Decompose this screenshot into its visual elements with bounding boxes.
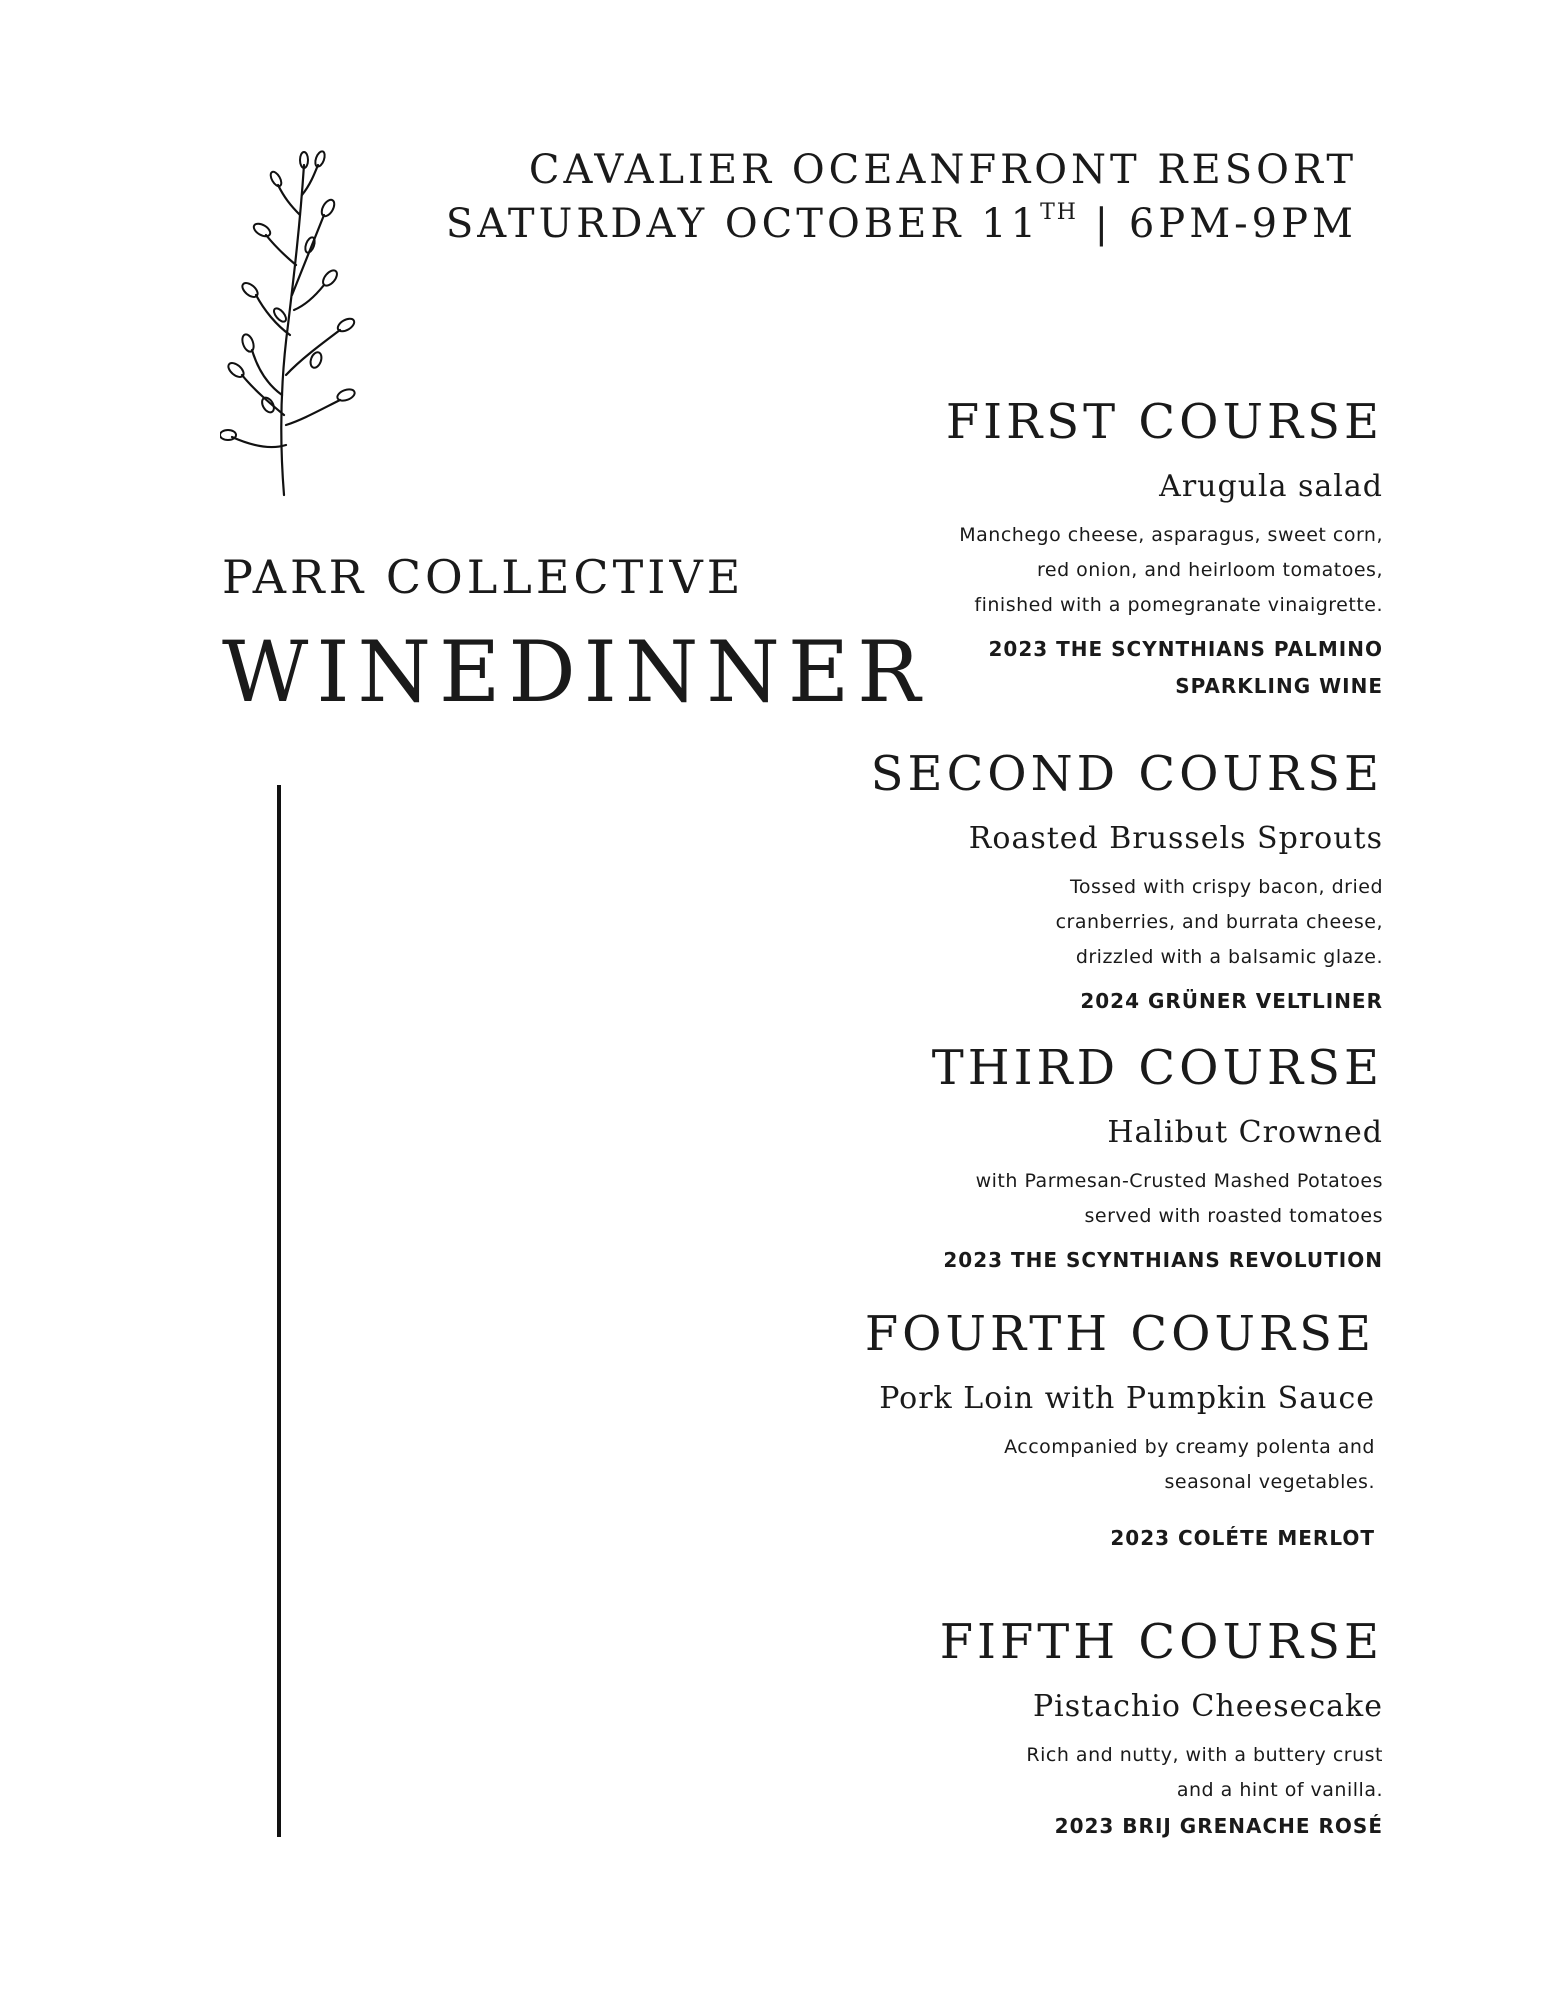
course-title: FOURTH COURSE: [864, 1306, 1375, 1362]
date-suffix: TH: [1040, 199, 1078, 225]
wine-line: SPARKLING WINE: [1175, 674, 1383, 698]
description-line: served with roasted tomatoes: [1084, 1205, 1383, 1227]
description-line: red onion, and heirloom tomatoes,: [1037, 559, 1383, 581]
description-line: Accompanied by creamy polenta and: [1004, 1436, 1375, 1458]
wine-pairing: [623, 983, 1383, 1020]
description-line: with Parmesan-Crusted Mashed Potatoes: [975, 1170, 1383, 1192]
course-dish: Pistachio Cheesecake: [1033, 1689, 1383, 1724]
wine-pairing: [623, 1242, 1383, 1279]
brand-title: WINEDINNER: [222, 623, 929, 721]
wine-line: 2023 THE SCYNTHIANS PALMINO: [988, 637, 1383, 661]
description-line: and a hint of vanilla.: [1176, 1779, 1383, 1801]
course-title: SECOND COURSE: [870, 746, 1383, 802]
course-title: FIFTH COURSE: [939, 1614, 1383, 1670]
course-third: [623, 1040, 1383, 1279]
event-time: | 6PM-9PM: [1077, 201, 1357, 247]
venue-name: CAVALIER OCEANFRONT RESORT: [528, 147, 1357, 193]
wine-pairing: [623, 631, 1383, 705]
course-title: THIRD COURSE: [931, 1040, 1383, 1096]
course-fifth: [623, 1614, 1383, 1845]
brand-subtitle: PARR COLLECTIVE: [222, 550, 745, 604]
wine-line: 2023 COLÉTE MERLOT: [1110, 1526, 1375, 1550]
wine-pairing: [623, 1808, 1383, 1845]
course-description: [623, 870, 1383, 975]
description-line: Rich and nutty, with a buttery crust: [1026, 1744, 1383, 1766]
course-dish: Arugula salad: [1159, 469, 1383, 504]
course-fourth: [615, 1306, 1375, 1557]
course-description: [615, 1430, 1375, 1500]
leafy-sprig-icon: [220, 145, 380, 505]
course-description: [623, 518, 1383, 623]
wine-line: 2023 BRIJ GRENACHE ROSÉ: [1054, 1814, 1383, 1838]
course-title: FIRST COURSE: [945, 394, 1383, 450]
description-line: cranberries, and burrata cheese,: [1055, 911, 1383, 933]
wine-pairing: [615, 1520, 1375, 1557]
decorative-divider: [277, 785, 281, 1837]
course-description: [623, 1738, 1383, 1808]
course-dish: Roasted Brussels Sprouts: [968, 821, 1383, 856]
wine-line: 2023 THE SCYNTHIANS REVOLUTION: [943, 1248, 1383, 1272]
course-dish: Halibut Crowned: [1107, 1115, 1383, 1150]
course-second: [623, 746, 1383, 1020]
description-line: seasonal vegetables.: [1164, 1471, 1375, 1493]
course-first: [623, 394, 1383, 705]
description-line: Manchego cheese, asparagus, sweet corn,: [959, 524, 1383, 546]
wine-line: 2024 GRÜNER VELTLINER: [1080, 989, 1383, 1013]
description-line: finished with a pomegranate vinaigrette.: [974, 594, 1383, 616]
description-line: Tossed with crispy bacon, dried: [1069, 876, 1383, 898]
course-dish: Pork Loin with Pumpkin Sauce: [879, 1381, 1375, 1416]
event-date: SATURDAY OCTOBER 11: [445, 201, 1041, 247]
course-description: [623, 1164, 1383, 1234]
description-line: drizzled with a balsamic glaze.: [1075, 946, 1383, 968]
event-date-time: [445, 199, 1357, 247]
